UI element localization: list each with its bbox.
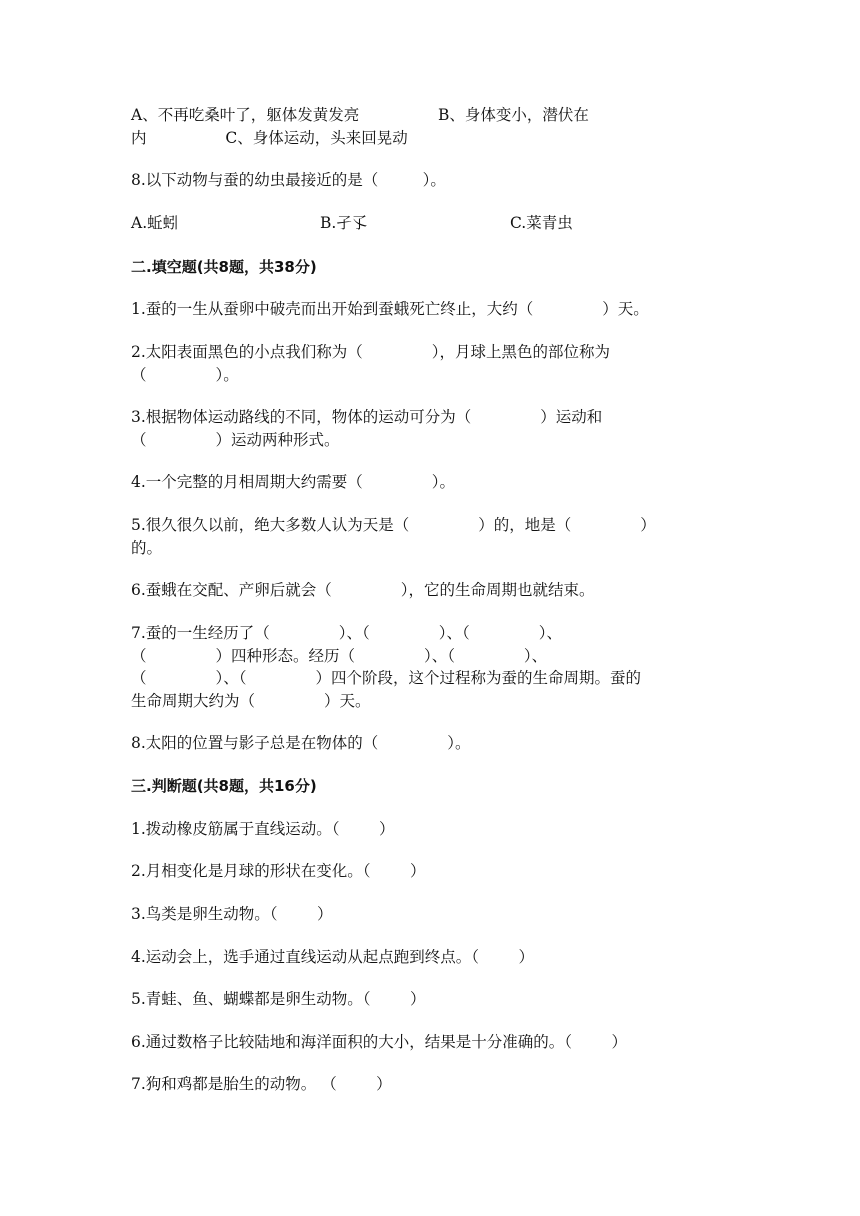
fill-item-4: 4.一个完整的月相周期大约需要（ ）。 <box>131 473 456 491</box>
fill-item-3-line-1: 3.根据物体运动路线的不同，物体的运动可分为（ ）运动和 <box>131 408 603 426</box>
judge-item-6: 6.通过数格子比较陆地和海洋面积的大小，结果是十分准确的。（ ） <box>131 1033 627 1051</box>
q7-options-line-2: 内 C、身体运动，头来回晃动 <box>131 129 408 147</box>
q7-options-line-1: A、不再吃桑叶了，躯体发黄发亮 B、身体变小，潜伏在 <box>131 106 589 124</box>
fill-item-8: 8.太阳的位置与影子总是在物体的（ ）。 <box>131 734 471 752</box>
fill-item-7-line-1: 7.蚕的一生经历了（ ）、（ ）、（ ）、 <box>131 624 562 642</box>
fill-item-6: 6.蚕蛾在交配、产卵后就会（ ），它的生命周期也就结束。 <box>131 581 595 599</box>
section-fill-in-heading: 二.填空题(共8题，共38分) <box>131 258 317 276</box>
judge-item-7: 7.狗和鸡都是胎生的动物。 （ ） <box>131 1075 392 1093</box>
fill-item-5-line-2: 的。 <box>131 539 163 557</box>
q8-option-a: A.蚯蚓 <box>131 214 179 232</box>
q8-option-b: B.孑孓 <box>320 214 368 232</box>
judge-item-3: 3.鸟类是卵生动物。（ ） <box>131 905 333 923</box>
fill-item-7-line-2: （ ）四种形态。经历（ ）、（ ）、 <box>131 647 548 665</box>
judge-item-2: 2.月相变化是月球的形状在变化。（ ） <box>131 862 426 880</box>
fill-item-7-line-4: 生命周期大约为（ ）天。 <box>131 692 371 710</box>
fill-item-7-line-3: （ ）、（ ）四个阶段，这个过程称为蚕的生命周期。蚕的 <box>131 669 641 687</box>
fill-item-2-line-2: （ ）。 <box>131 366 239 384</box>
q8-option-c: C.菜青虫 <box>510 214 573 232</box>
judge-item-5: 5.青蛙、鱼、蝴蝶都是卵生动物。（ ） <box>131 990 426 1008</box>
fill-item-5-line-1: 5.很久很久以前，绝大多数人认为天是（ ）的，地是（ ） <box>131 516 656 534</box>
q8-question: 8.以下动物与蚕的幼虫最接近的是（ ）。 <box>131 171 446 189</box>
fill-item-2-line-1: 2.太阳表面黑色的小点我们称为（ ），月球上黑色的部位称为 <box>131 343 611 361</box>
judge-item-1: 1.拨动橡皮筋属于直线运动。（ ） <box>131 820 395 838</box>
fill-item-1: 1.蚕的一生从蚕卵中破壳而出开始到蚕蛾死亡终止，大约（ ）天。 <box>131 300 649 318</box>
fill-item-3-line-2: （ ）运动两种形式。 <box>131 431 340 449</box>
judge-item-4: 4.运动会上，选手通过直线运动从起点跑到终点。（ ） <box>131 948 534 966</box>
section-judgement-heading: 三.判断题(共8题，共16分) <box>131 777 317 795</box>
